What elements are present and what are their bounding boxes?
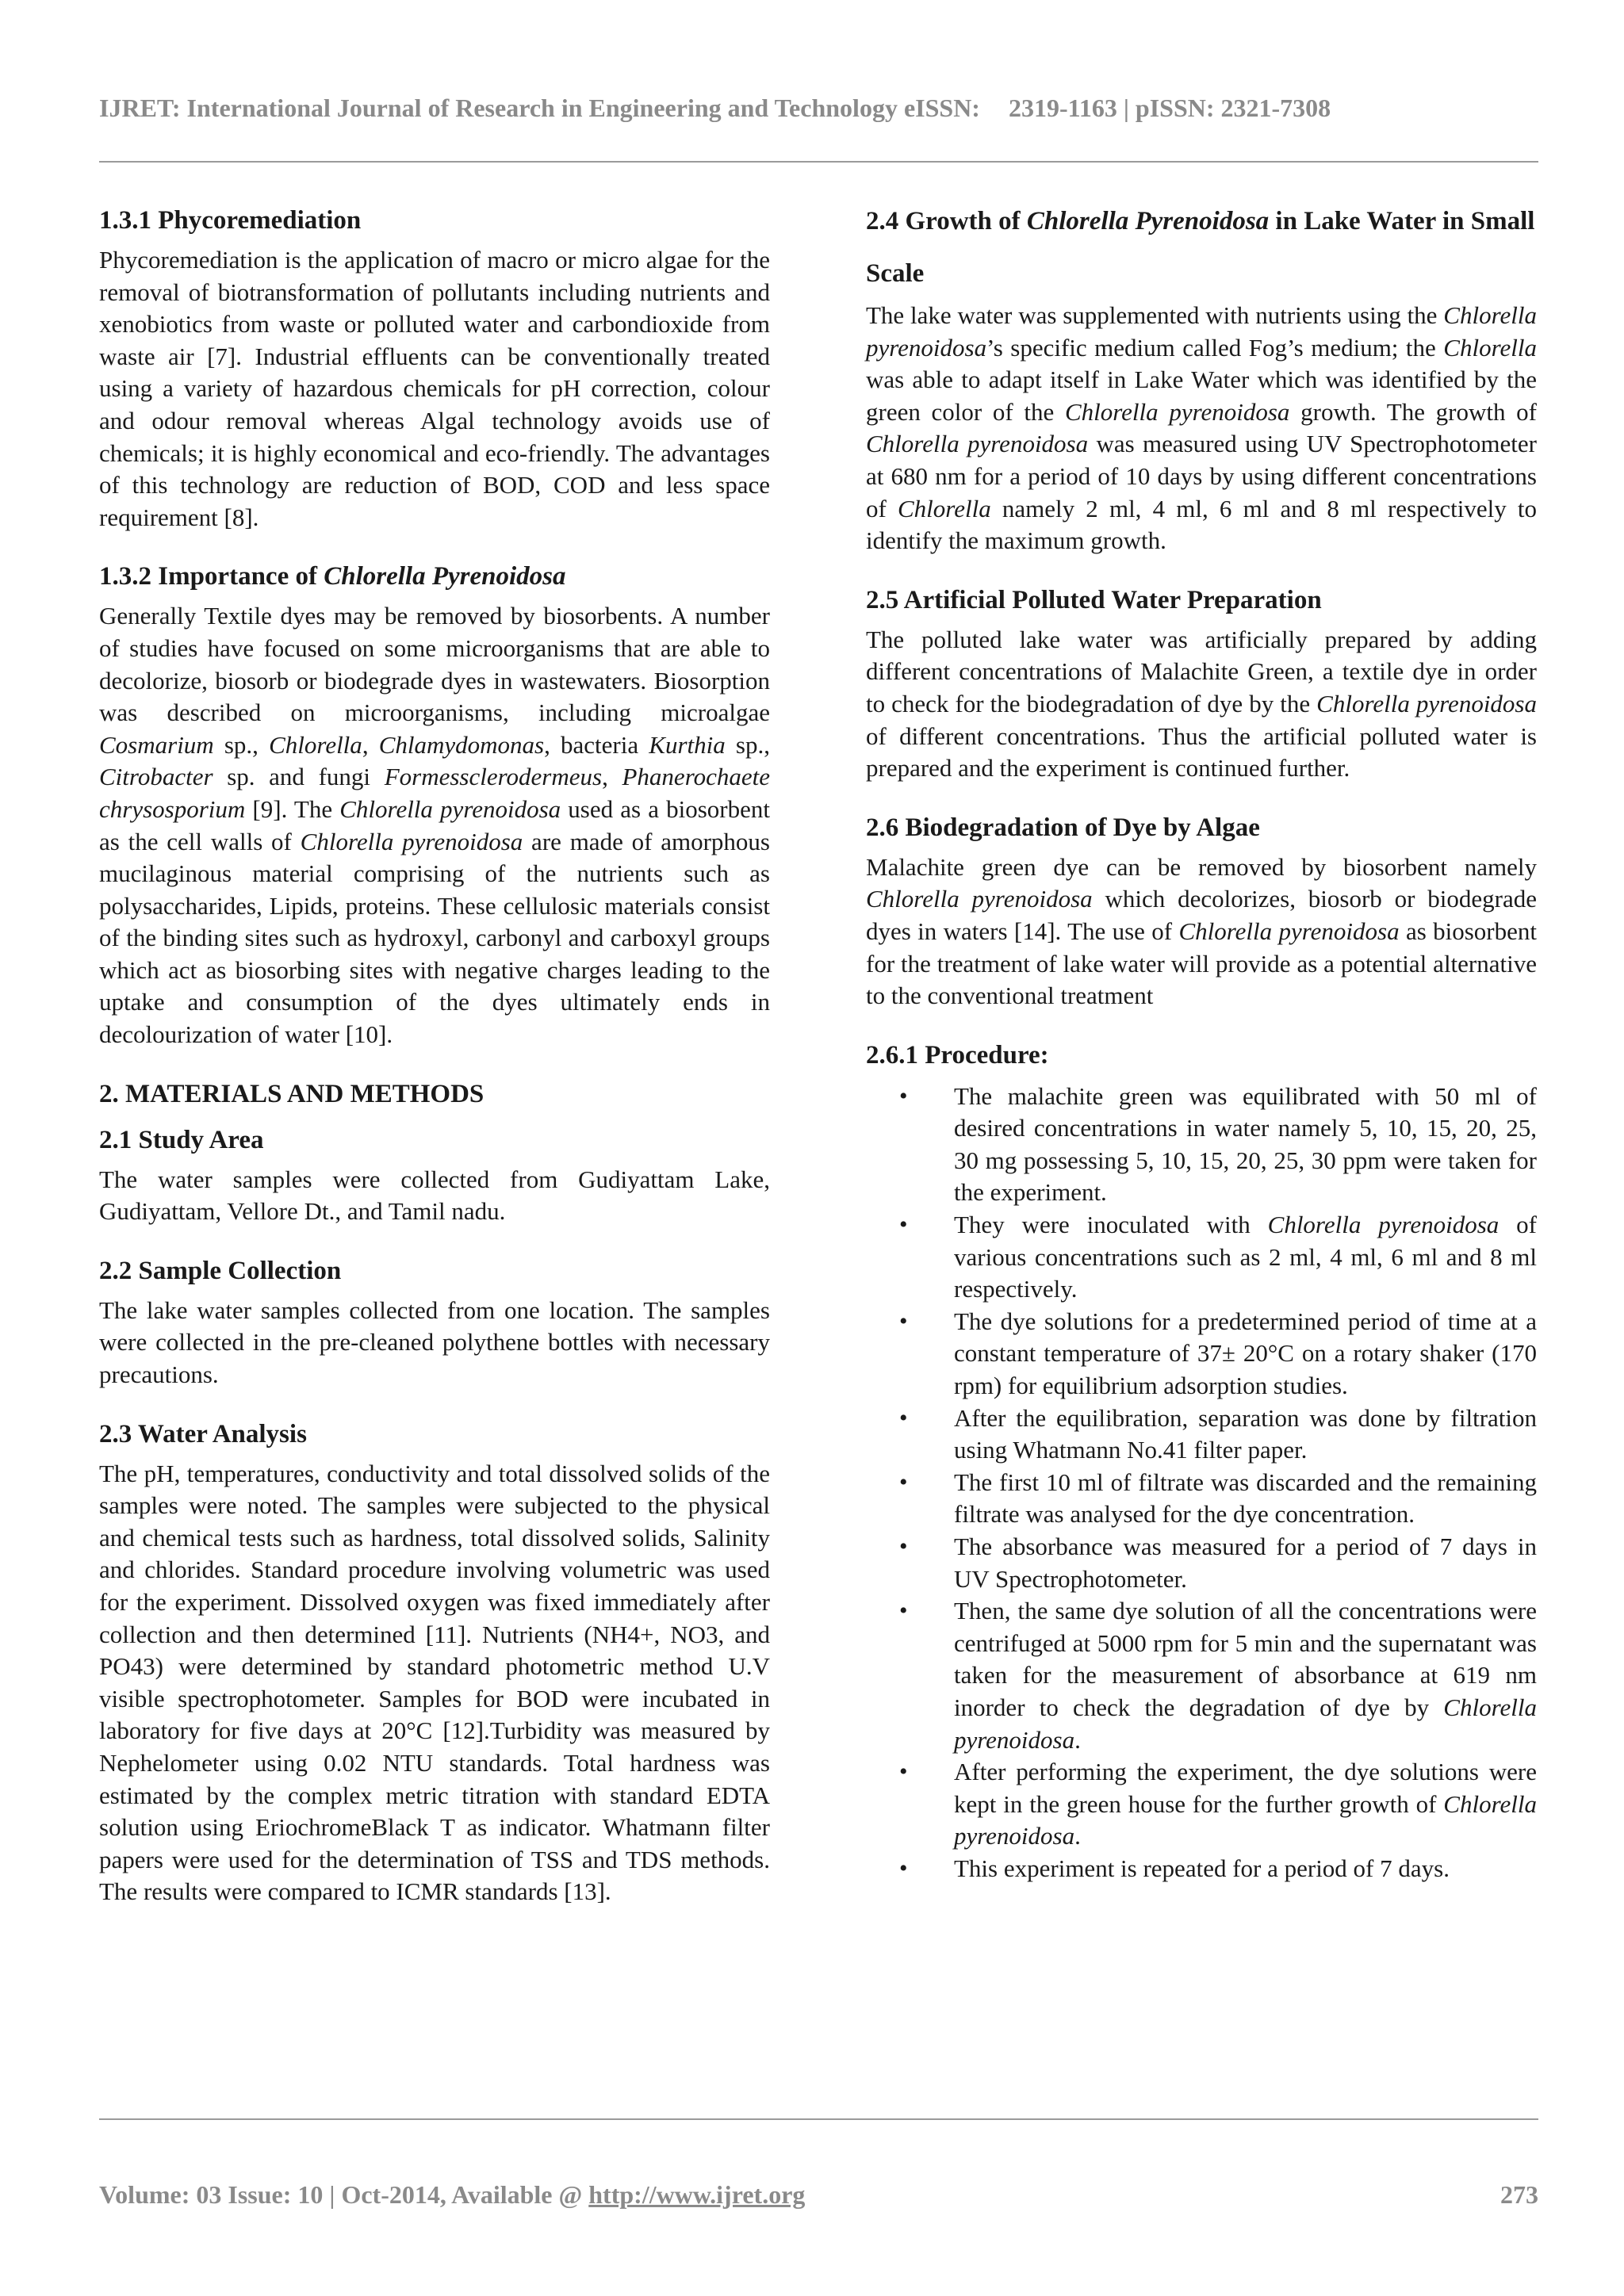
section-2-1	[99, 1124, 770, 1228]
list-item: • This experiment is repeated for a period of 7 days.	[866, 1853, 1537, 1885]
section-heading: 2.5 Artificial Polluted Water Preparation	[866, 585, 1322, 614]
section-2	[99, 1078, 770, 1110]
section-heading: 2.2 Sample Collection	[99, 1256, 342, 1285]
section-2-3	[99, 1418, 770, 1908]
left-column	[99, 205, 770, 1908]
section-heading: 2.4 Growth of Chlorella Pyrenoidosa in Lake Water in Small Scale	[866, 207, 1535, 288]
section-heading: 2. MATERIALS AND METHODS	[99, 1079, 485, 1108]
list-item: • The dye solutions for a predetermined period of time at a constant temperature of 37± 20°C on a rotary shaker (170 rpm) for equilibrium adsorption studies.	[866, 1306, 1537, 1402]
procedure-list	[866, 1081, 1537, 1885]
section-2-6	[866, 812, 1537, 1012]
section-2-4	[866, 195, 1537, 557]
volume-info: Volume: 03 Issue: 10 | Oct-2014, Available @	[99, 2180, 589, 2209]
running-footer	[99, 2180, 1538, 2210]
section-body: The lake water samples collected from one location. The samples were collected in the pre-cleaned polythene bottles with necessary precautions.	[99, 1295, 770, 1389]
list-item: • The first 10 ml of filtrate was discarded and the remaining filtrate was analysed for the dye concentration.	[866, 1467, 1537, 1531]
header-rule	[99, 161, 1538, 163]
list-item: • The absorbance was measured for a period of 7 days in UV Spectrophotometer.	[866, 1531, 1537, 1595]
list-item: • After performing the experiment, the dye solutions were kept in the green house for the further growth of Chlorella pyrenoidosa.	[866, 1756, 1537, 1853]
running-header	[99, 94, 1526, 123]
journal-link[interactable]: http://www.ijret.org	[588, 2180, 806, 2209]
section-body: Malachite green dye can be removed by biosorbent namely Chlorella pyrenoidosa which decolorizes, biosorb or biodegrade dyes in waters [14]. The use of Chlorella pyrenoidosa as biosorbent for the treatment of lake water will provide as a potential alternative to the conventional treatment	[866, 852, 1538, 1010]
section-2-6-1	[866, 1039, 1537, 1885]
page-number: 273	[1500, 2180, 1538, 2209]
journal-title: IJRET: International Journal of Research in Engineering and Technology eISSN:	[99, 94, 980, 122]
section-body: The water samples were collected from Gudiyattam Lake, Gudiyattam, Vellore Dt., and Tamil nadu.	[99, 1165, 770, 1226]
list-item: • The malachite green was equilibrated with 50 ml of desired concentrations in water namely 5, 10, 15, 20, 25, 30 mg possessing 5, 10, 15, 20, 25, 30 ppm were taken for the experiment.	[866, 1081, 1537, 1209]
section-body: Generally Textile dyes may be removed by biosorbents. A number of studies have focused on some microorganisms that are able to decolorize, biosorb or biodegrade dyes in wastewaters. Biosorption was described on microorganisms, including microalgae Cosmarium sp., Chlorella, Chlamydomonas, bacteria Kurthia sp., Citrobacter sp. and fungi Formessclerodermeus, Phanerochaete chrysosporium [9]. The Chlorella pyrenoidosa used as a biosorbent as the cell walls of Chlorella pyrenoidosa are made of amorphous mucilaginous material comprising of the nutrients such as polysaccharides, Lipids, proteins. These cellulosic materials consist of the binding sites such as hydroxyl, carbonyl and carboxyl groups which act as biosorbing sites with negative charges leading to the uptake and consumption of the dyes ultimately ends in decolourization of water [10].	[99, 602, 770, 1049]
right-column	[866, 205, 1537, 1885]
section-2-2	[99, 1255, 770, 1391]
footer-rule	[99, 2118, 1538, 2120]
list-item: • Then, the same dye solution of all the concentrations were centrifuged at 5000 rpm for 5 min and the supernatant was taken for the measurement of absorbance at 619 nm inorder to check the degradation of dye by Chlorella pyrenoidosa.	[866, 1595, 1537, 1756]
section-1-3-1	[99, 205, 770, 534]
section-heading: 1.3.2 Importance of Chlorella Pyrenoidosa	[99, 562, 566, 591]
section-heading: 2.1 Study Area	[99, 1125, 264, 1154]
section-heading: 2.3 Water Analysis	[99, 1419, 307, 1448]
section-heading: 2.6.1 Procedure:	[866, 1040, 1049, 1070]
section-body: The pH, temperatures, conductivity and total dissolved solids of the samples were noted. The samples were subjected to the physical and chemical tests such as hardness, total dissolved solids, Salinity and chlorides. Standard procedure involving volumetric was used for the experiment. Dissolved oxygen was fixed immediately after collection and then determined [11]. Nutrients (NH4+, NO3, and PO43) were determined by standard photometric method U.V visible spectrophotometer. Samples for BOD were incubated in laboratory for five days at 20°C [12].Turbidity was measured by Nephelometer using 0.02 NTU standards. Total hardness was estimated by the complex metric titration with standard EDTA solution using EriochromeBlack T as indicator. Whatmann filter papers were used for the determination of TSS and TDS methods. The results were compared to ICMR standards [13].	[99, 1459, 770, 1906]
list-item: • They were inoculated with Chlorella pyrenoidosa of various concentrations such as 2 ml, 4 ml, 6 ml and 8 ml respectively.	[866, 1209, 1537, 1306]
section-body: Phycoremediation is the application of macro or micro algae for the removal of biotransformation of pollutants including nutrients and xenobiotics from waste or polluted water and carbondioxide from waste air [7]. Industrial effluents can be conventionally treated using a variety of hazardous chemicals for pH correction, colour and odour removal whereas Algal technology avoids use of chemicals; it is highly economical and eco-friendly. The advantages of this technology are reduction of BOD, COD and less space requirement [8].	[99, 246, 770, 531]
list-item: • After the equilibration, separation was done by filtration using Whatmann No.41 filter paper.	[866, 1402, 1537, 1467]
section-heading: 1.3.1 Phycoremediation	[99, 206, 362, 235]
section-heading: 2.6 Biodegradation of Dye by Algae	[866, 813, 1260, 842]
journal-issn: 2319-1163 | pISSN: 2321-7308	[1008, 94, 1331, 122]
section-1-3-2	[99, 561, 770, 1050]
section-2-5	[866, 584, 1537, 785]
section-body: The polluted lake water was artificially prepared by adding different concentrations of Malachite Green, a textile dye in order to check for the biodegradation of dye by the Chlorella pyrenoidosa of different concentrations. Thus the artificial polluted water is prepared and the experiment is continued further.	[866, 625, 1537, 783]
section-body: The lake water was supplemented with nutrients using the Chlorella pyrenoidosa’s specific medium called Fog’s medium; the Chlorella was able to adapt itself in Lake Water which was identified by the green color of the Chlorella pyrenoidosa growth. The growth of Chlorella pyrenoidosa was measured using UV Spectrophotometer at 680 nm for a period of 10 days by using different concentrations of Chlorella namely 2 ml, 4 ml, 6 ml and 8 ml respectively to identify the maximum growth.	[866, 301, 1538, 555]
